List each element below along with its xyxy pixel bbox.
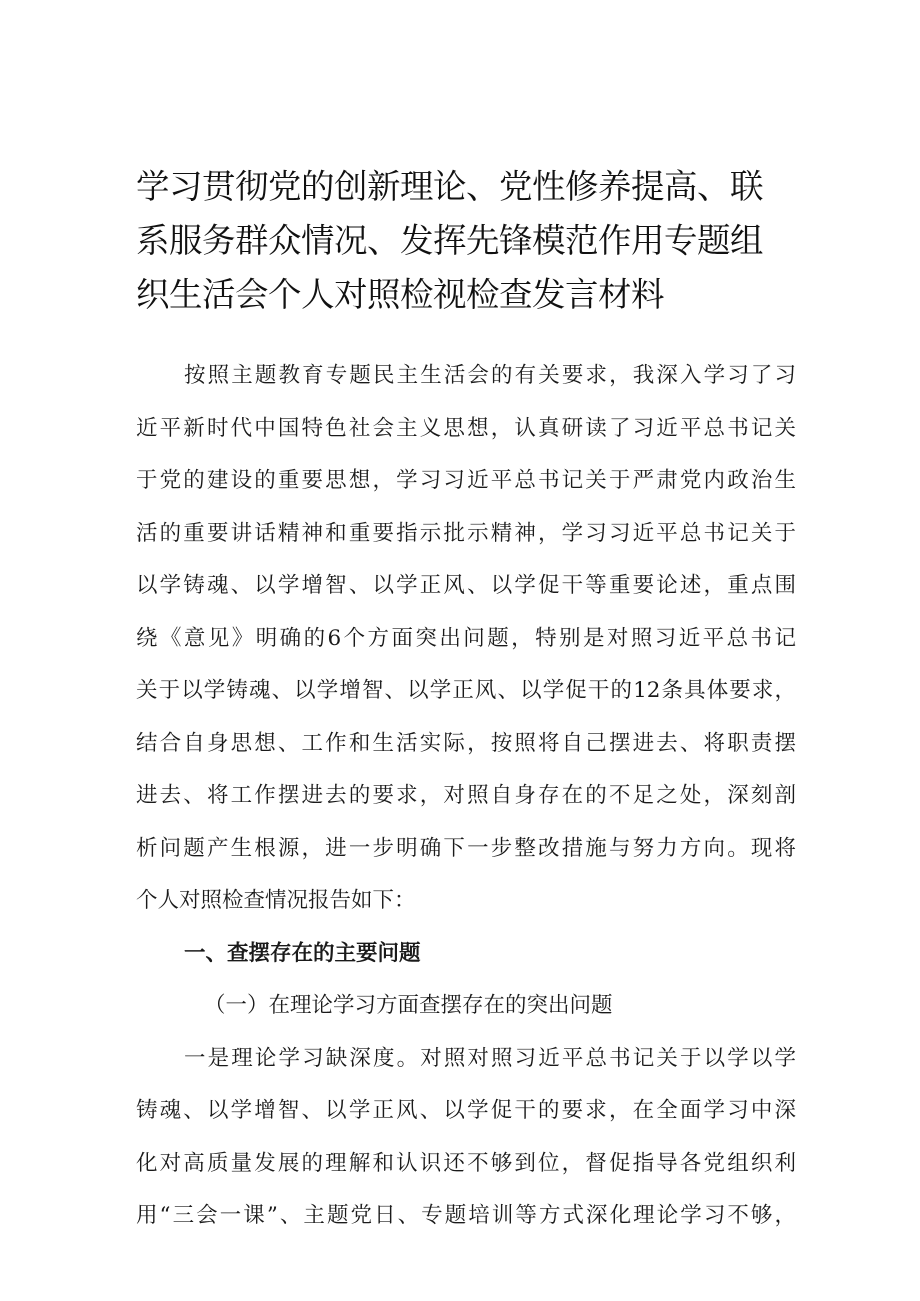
document-title	[136, 160, 806, 322]
text-line: 铸魂、以学增智、以学正风、以学促干的要求，在全面学习中深	[136, 1098, 796, 1123]
text-line: 个人对照检查情况报告如下：	[136, 888, 416, 913]
text-line: 绕《意见》明确的6个方面突出问题，特别是对照习近平总书记	[136, 625, 796, 651]
text-line: 用“三会一课”、主题党日、专题培训等方式深化理论学习不够，	[136, 1203, 796, 1228]
section-heading: 一、查摆存在的主要问题	[184, 940, 421, 966]
text-line: 以学铸魂、以学增智、以学正风、以学促干等重要论述，重点围	[136, 573, 796, 598]
title-line: 系服务群众情况、发挥先锋模范作用专题组	[136, 221, 763, 260]
title-line: 学习贯彻党的创新理论、党性修养提高、联	[136, 167, 763, 206]
text-line: 进去、将工作摆进去的要求，对照自身存在的不足之处，深刻剖	[136, 783, 796, 808]
text-line: 活的重要讲话精神和重要指示批示精神，学习习近平总书记关于	[136, 520, 796, 546]
text-line: 结合自身思想、工作和生活实际，按照将自己摆进去、将职责摆	[136, 730, 796, 756]
text-line: 按照主题教育专题民主生活会的有关要求，我深入学习了习	[184, 363, 796, 388]
text-line: 化对高质量发展的理解和认识还不够到位，督促指导各党组织利	[136, 1150, 796, 1176]
subsection-heading: （一）在理论学习方面查摆存在的突出问题	[204, 993, 613, 1018]
document-body	[136, 350, 796, 1243]
text-line: 析问题产生根源，进一步明确下一步整改措施与努力方向。现将	[136, 835, 796, 861]
text-line: 近平新时代中国特色社会主义思想，认真研读了习近平总书记关	[136, 415, 796, 441]
text-line: 于党的建设的重要思想，学习习近平总书记关于严肃党内政治生	[136, 468, 796, 493]
point-paragraph	[136, 1033, 796, 1243]
text-line: 一是理论学习缺深度。对照对照习近平总书记关于以学以学	[184, 1045, 796, 1071]
title-line: 织生活会个人对照检视检查发言材料	[136, 275, 664, 314]
intro-paragraph	[136, 350, 796, 928]
text-line: 关于以学铸魂、以学增智、以学正风、以学促干的12条具体要求，	[136, 678, 796, 703]
